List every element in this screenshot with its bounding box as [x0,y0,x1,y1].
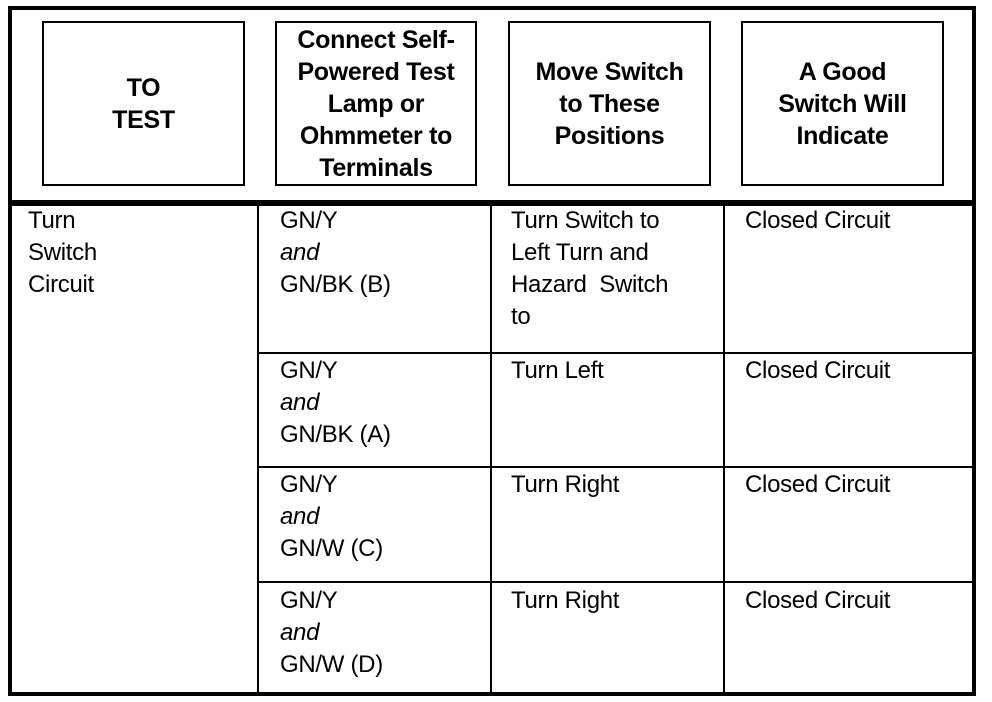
grid-hline [259,352,972,354]
terminals-cell [280,585,383,681]
header-move-line: to These [559,89,660,118]
indicate-value: Closed Circuit [745,587,891,614]
terminal-wire: GN/BK (A) [280,421,391,448]
position-line: Turn Right [511,587,620,614]
header-good-line: Indicate [796,121,889,150]
position-line: Turn Right [511,471,620,498]
table-header [12,10,972,206]
terminal-and: and [280,619,320,646]
test-name-line: Turn [28,207,76,234]
header-good-line: Switch Will [778,89,907,118]
position-line: Hazard Switch [511,271,669,298]
position-cell [511,585,619,617]
header-connect-line: Lamp or [327,89,425,118]
terminal-wire: GN/W (C) [280,535,383,562]
indicate-cell [745,585,890,617]
grid-vline [257,206,259,692]
terminal-wire: GN/Y [280,207,338,234]
position-cell [511,469,619,501]
terminal-and: and [280,239,320,266]
header-connect-line: Ohmmeter to [299,121,453,150]
header-move-switch [508,21,711,186]
indicate-value: Closed Circuit [745,207,891,234]
terminal-and: and [280,503,320,530]
header-to-test-line: TEST [112,105,175,134]
indicate-value: Closed Circuit [745,357,891,384]
header-connect-line: Connect Self- [297,25,455,54]
header-good-switch [741,21,944,186]
terminal-wire: GN/Y [280,357,338,384]
terminals-cell [280,469,383,565]
indicate-cell [745,469,890,501]
test-name-line: Switch [28,239,97,266]
terminals-cell [280,205,391,301]
grid-hline [259,466,972,468]
terminal-wire: GN/Y [280,587,338,614]
indicate-value: Closed Circuit [745,471,891,498]
header-connect-line: Powered Test [297,57,455,86]
terminal-wire: GN/Y [280,471,338,498]
terminal-wire: GN/BK (B) [280,271,391,298]
position-cell [511,205,668,333]
position-line: Turn Switch to [511,207,660,234]
position-line: Turn Left [511,357,604,384]
header-to-test [42,21,245,186]
test-name-line: Circuit [28,271,94,298]
header-move-line: Positions [554,121,665,150]
header-connect-terminals [275,21,477,186]
terminal-and: and [280,389,320,416]
indicate-cell [745,205,890,237]
grid-vline [490,206,492,692]
position-cell [511,355,603,387]
position-line: to [511,303,531,330]
header-to-test-line: TO [126,73,161,102]
header-move-line: Move Switch [535,57,684,86]
position-line: Left Turn and [511,239,649,266]
header-connect-line: Terminals [319,153,433,182]
terminal-wire: GN/W (D) [280,651,383,678]
grid-vline [723,206,725,692]
test-name-cell [28,205,97,301]
grid-hline [259,581,972,583]
indicate-cell [745,355,890,387]
terminals-cell [280,355,391,451]
header-good-line: A Good [798,57,887,86]
